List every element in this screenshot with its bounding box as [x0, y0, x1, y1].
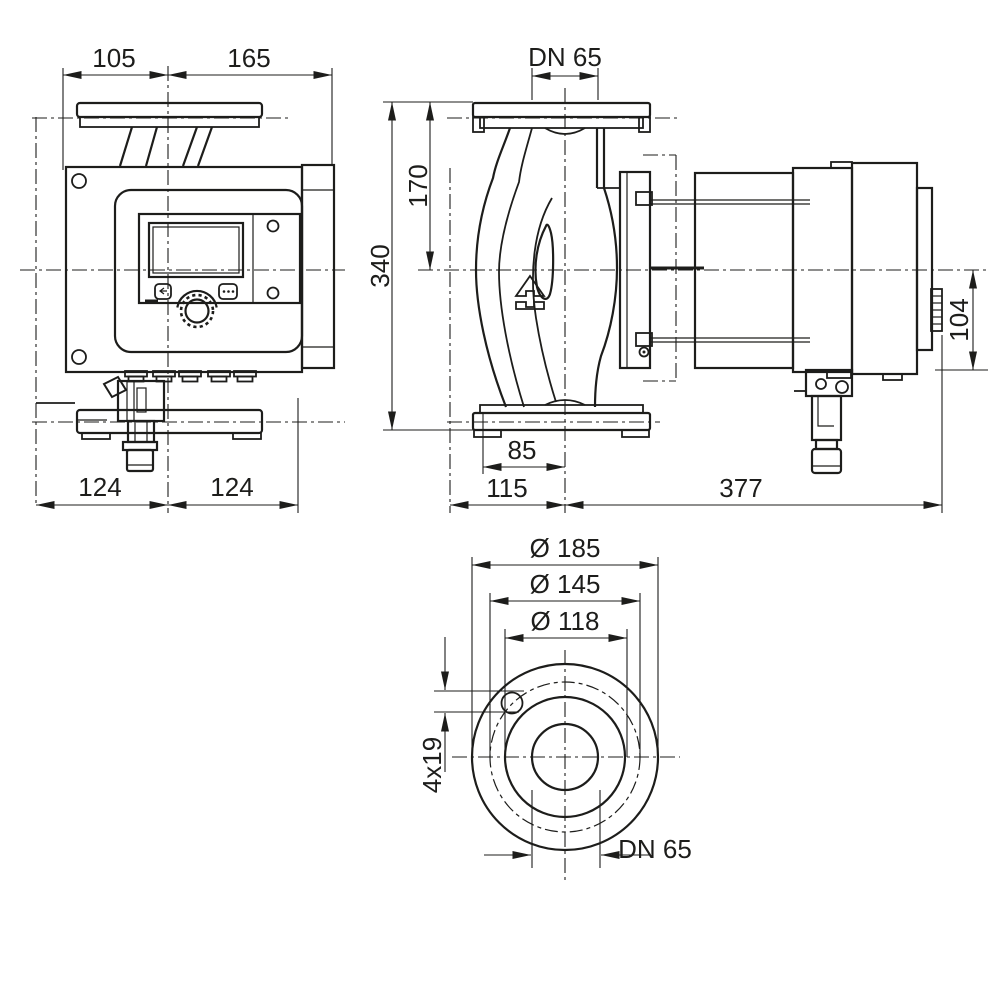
- dim-label-124-left: 124: [78, 472, 122, 502]
- dim-label-dn65-bottom: DN 65: [618, 834, 692, 864]
- dim-label-170: 170: [403, 164, 433, 208]
- dim-label-165: 165: [227, 43, 271, 73]
- dim-label-4x19: 4x19: [417, 736, 447, 794]
- dim-label-115: 115: [486, 473, 528, 503]
- menu-dots-icon: [223, 290, 235, 293]
- dim-label-105: 105: [92, 43, 136, 73]
- dim-label-85: 85: [507, 435, 537, 465]
- dim-label-124-right: 124: [210, 472, 254, 502]
- dim-label-d145: Ø 145: [529, 569, 601, 599]
- dim-label-104: 104: [944, 298, 974, 342]
- dim-label-d118: Ø 118: [530, 606, 600, 636]
- dim-label-dn65-top: DN 65: [528, 42, 602, 72]
- dim-label-d185: Ø 185: [529, 533, 601, 563]
- dim-label-340: 340: [365, 244, 395, 288]
- dim-label-377: 377: [719, 473, 763, 503]
